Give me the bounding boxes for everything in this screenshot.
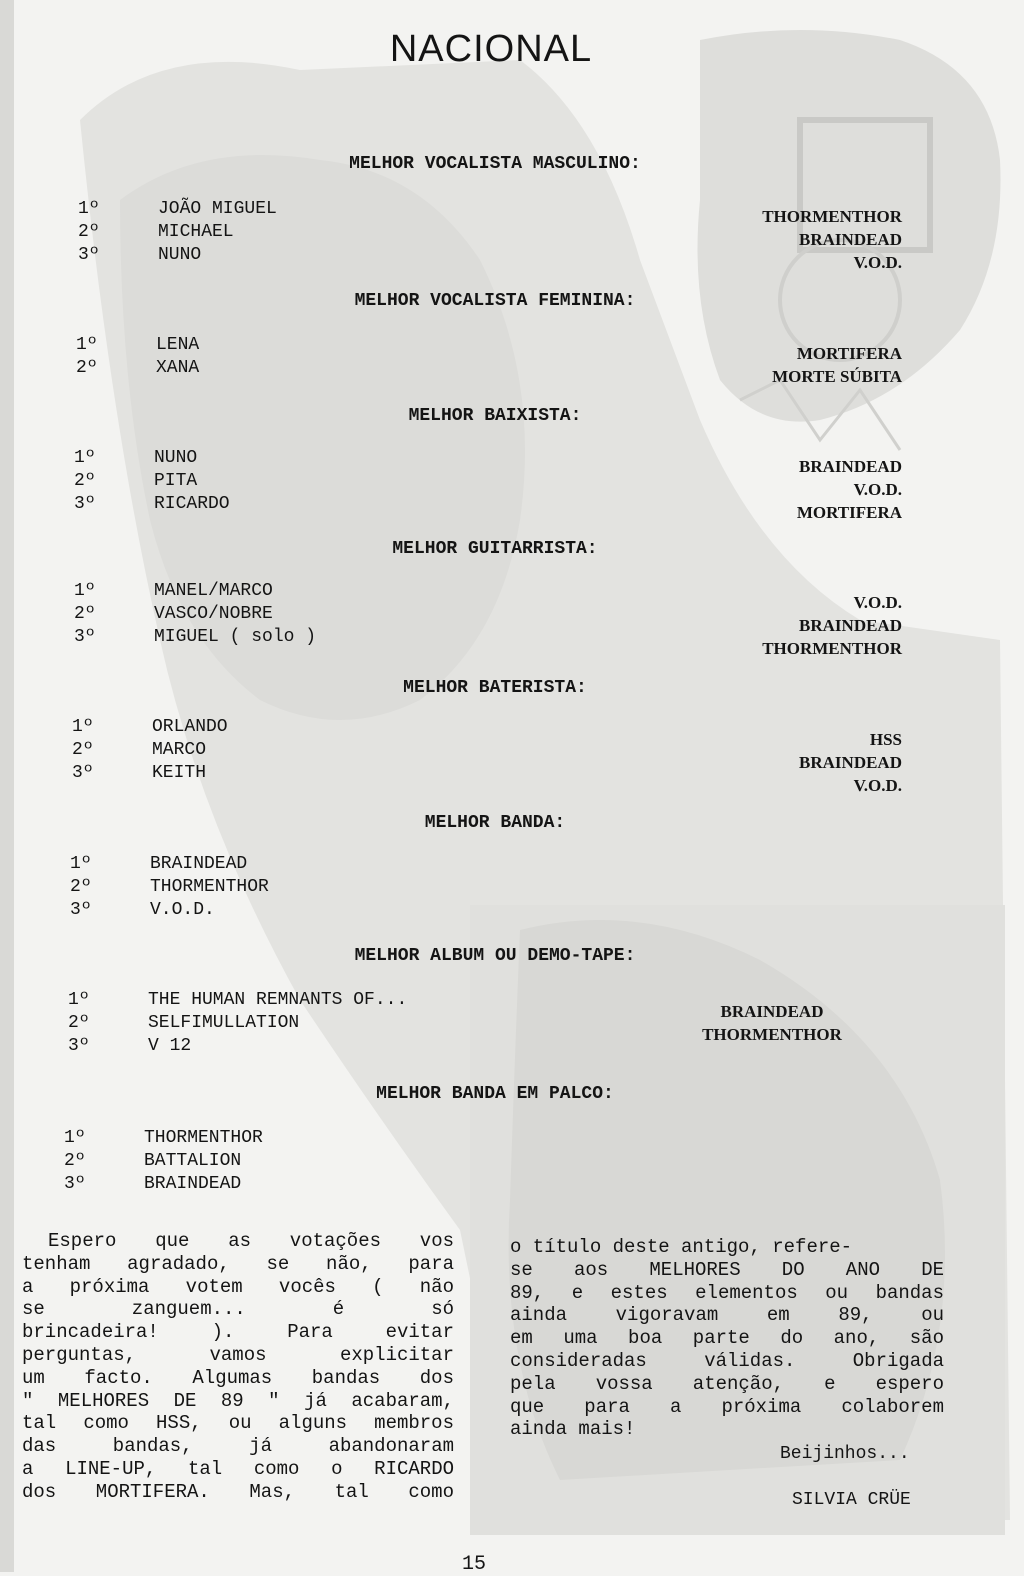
band-name: HSS: [869, 730, 902, 749]
ranking-row: [74, 603, 316, 626]
ranking-row: [64, 1150, 263, 1173]
category-heading-baterista: MELHOR BATERISTA:: [403, 678, 587, 698]
paragraph-line: a LINE-UP, tal como o RICARDO: [22, 1457, 454, 1480]
ranking-list-banda: [70, 853, 269, 922]
rank-label: 2º: [74, 471, 96, 491]
band-list-vocalista-masculino: [690, 205, 902, 274]
ranking-list-baterista: [72, 716, 228, 785]
category-heading-banda-em-palco: MELHOR BANDA EM PALCO:: [376, 1084, 614, 1104]
rank-label: 2º: [72, 740, 94, 760]
nominee-name: BRAINDEAD: [144, 1174, 242, 1194]
band-name: V.O.D.: [853, 776, 902, 795]
rank-label: 2º: [70, 877, 92, 897]
band-name: THORMENTHOR: [762, 639, 902, 658]
paragraph-line: o título deste antigo, refere-: [510, 1236, 853, 1258]
nominee-name: V 12: [148, 1036, 192, 1056]
paragraph-line: em uma boa parte do ano, são: [510, 1327, 944, 1350]
nominee-name: XANA: [156, 358, 200, 378]
closing-paragraph-right: [510, 1236, 944, 1441]
nominee-name: MARCO: [152, 740, 207, 760]
nominee-name: PITA: [154, 471, 198, 491]
ranking-list-album-demo-tape: [68, 989, 407, 1058]
paragraph-line: " MELHORES DE 89 " já acabaram,: [22, 1389, 454, 1412]
rank-label: 1º: [72, 717, 94, 737]
rank-label: 1º: [74, 581, 96, 601]
rank-label: 3º: [78, 245, 100, 265]
band-name: BRAINDEAD: [799, 230, 902, 249]
rank-label: 1º: [78, 199, 100, 219]
paragraph-line: se aos MELHORES DO ANO DE: [510, 1258, 944, 1281]
band-name: BRAINDEAD: [799, 457, 902, 476]
ranking-row: [78, 198, 277, 221]
rank-label: 3º: [72, 763, 94, 783]
ranking-row: [70, 899, 269, 922]
ranking-list-guitarrista: [74, 580, 316, 649]
rank-label: 2º: [68, 1013, 90, 1033]
paragraph-line: tal como HSS, ou alguns membros: [22, 1412, 454, 1435]
rank-label: 1º: [68, 990, 90, 1010]
ranking-row: [74, 470, 230, 493]
ranking-row: [74, 447, 230, 470]
paragraph-line: brincadeira! ). Para evitar: [22, 1321, 454, 1344]
farewell-text: Beijinhos...: [780, 1444, 910, 1464]
nominee-name: THE HUMAN REMNANTS OF...: [148, 990, 408, 1010]
rank-label: 1º: [74, 448, 96, 468]
paragraph-line: que para a próxima colaborem: [510, 1395, 944, 1418]
category-heading-guitarrista: MELHOR GUITARRISTA:: [392, 539, 598, 559]
ranking-row: [64, 1173, 263, 1196]
rank-label: 2º: [64, 1151, 86, 1171]
band-name: BRAINDEAD: [799, 753, 902, 772]
nominee-name: V.O.D.: [150, 900, 215, 920]
ranking-list-banda-em-palco: [64, 1127, 263, 1196]
ranking-row: [76, 334, 199, 357]
nominee-name: NUNO: [158, 245, 202, 265]
category-heading-vocalista-feminina: MELHOR VOCALISTA FEMININA:: [354, 291, 636, 311]
rank-label: 3º: [74, 494, 96, 514]
paragraph-line: se zanguem... é só: [22, 1298, 454, 1321]
ranking-row: [72, 739, 228, 762]
category-heading-banda: MELHOR BANDA:: [424, 813, 566, 833]
ranking-row: [78, 244, 277, 267]
band-name: V.O.D.: [853, 593, 902, 612]
ranking-row: [64, 1127, 263, 1150]
nominee-name: VASCO/NOBRE: [154, 604, 273, 624]
nominee-name: MIGUEL ( solo ): [154, 627, 317, 647]
paragraph-line: Espero que as votações vos: [48, 1230, 454, 1252]
band-name: MORTIFERA: [796, 503, 902, 522]
paragraph-line: um facto. Algumas bandas dos: [22, 1366, 454, 1389]
band-name: THORMENTHOR: [702, 1025, 842, 1044]
nominee-name: JOÃO MIGUEL: [158, 199, 277, 219]
category-heading-album-demo-tape: MELHOR ALBUM OU DEMO-TAPE:: [354, 946, 636, 966]
paragraph-line: dos MORTIFERA. Mas, tal como: [22, 1480, 454, 1503]
ranking-row: [68, 1012, 407, 1035]
ranking-row: [68, 1035, 407, 1058]
ranking-list-vocalista-feminina: [76, 334, 199, 380]
nominee-name: MICHAEL: [158, 222, 234, 242]
closing-paragraph-left: [22, 1230, 454, 1504]
paragraph-line: a próxima votem vocês ( não: [22, 1275, 454, 1298]
paragraph-line: ainda vigoravam em 89, ou: [510, 1304, 944, 1327]
rank-label: 1º: [64, 1128, 86, 1148]
paragraph-line: 89, e estes elementos ou bandas: [510, 1281, 944, 1304]
band-name: BRAINDEAD: [720, 1002, 824, 1021]
rank-label: 3º: [68, 1036, 90, 1056]
rank-label: 1º: [76, 335, 98, 355]
ranking-row: [74, 626, 316, 649]
band-list-guitarrista: [690, 591, 902, 660]
nominee-name: MANEL/MARCO: [154, 581, 273, 601]
band-name: MORTE SÚBITA: [772, 367, 902, 386]
ranking-row: [70, 853, 269, 876]
ranking-row: [72, 716, 228, 739]
nominee-name: ORLANDO: [152, 717, 228, 737]
paragraph-line: ainda mais!: [510, 1418, 636, 1441]
paragraph-line: tenham agradado, se não, para: [22, 1252, 454, 1275]
rank-label: 2º: [76, 358, 98, 378]
paragraph-line: das bandas, já abandonaram: [22, 1435, 454, 1458]
rank-label: 3º: [64, 1174, 86, 1194]
nominee-name: THORMENTHOR: [144, 1128, 263, 1148]
rank-label: 3º: [70, 900, 92, 920]
band-list-vocalista-feminina: [690, 342, 902, 388]
nominee-name: BATTALION: [144, 1151, 242, 1171]
rank-label: 1º: [70, 854, 92, 874]
rank-label: 2º: [78, 222, 100, 242]
page-number: 15: [462, 1553, 487, 1576]
ranking-row: [68, 989, 407, 1012]
nominee-name: LENA: [156, 335, 200, 355]
ranking-row: [76, 357, 199, 380]
ranking-row: [70, 876, 269, 899]
nominee-name: NUNO: [154, 448, 198, 468]
band-list-baterista: [690, 728, 902, 797]
paragraph-line: perguntas, vamos explicitar: [22, 1343, 454, 1366]
band-name: THORMENTHOR: [762, 207, 902, 226]
category-heading-baixista: MELHOR BAIXISTA:: [408, 406, 582, 426]
band-list-baixista: [690, 455, 902, 524]
ranking-list-vocalista-masculino: [78, 198, 277, 267]
ranking-list-baixista: [74, 447, 230, 516]
nominee-name: KEITH: [152, 763, 207, 783]
category-heading-vocalista-masculino: MELHOR VOCALISTA MASCULINO:: [349, 154, 641, 174]
nominee-name: BRAINDEAD: [150, 854, 248, 874]
band-name: V.O.D.: [853, 253, 902, 272]
band-list-album-demo-tape: [650, 1000, 894, 1046]
ranking-row: [78, 221, 277, 244]
paragraph-line: pela vossa atenção, e espero: [510, 1372, 944, 1395]
rank-label: 2º: [74, 604, 96, 624]
ranking-row: [72, 762, 228, 785]
paragraph-line: consideradas válidas. Obrigada: [510, 1349, 944, 1372]
author-signature: SILVIA CRÜE: [792, 1490, 911, 1510]
ranking-row: [74, 493, 230, 516]
band-name: V.O.D.: [853, 480, 902, 499]
rank-label: 3º: [74, 627, 96, 647]
nominee-name: RICARDO: [154, 494, 230, 514]
band-name: BRAINDEAD: [799, 616, 902, 635]
ranking-row: [74, 580, 316, 603]
band-name: MORTIFERA: [796, 344, 902, 363]
nominee-name: SELFIMULLATION: [148, 1013, 300, 1033]
page-title: NACIONAL: [389, 28, 593, 70]
nominee-name: THORMENTHOR: [150, 877, 269, 897]
